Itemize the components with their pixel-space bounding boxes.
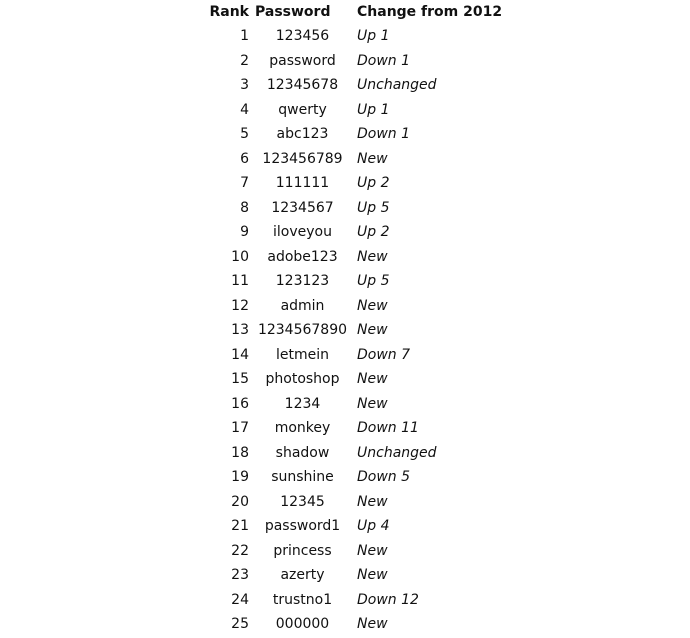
table-row: [200, 147, 530, 172]
table-row: [200, 269, 530, 294]
password-cell: 123123: [275, 273, 330, 290]
change-cell: Up 1: [357, 28, 390, 45]
password-cell: shadow: [275, 444, 330, 461]
rank-cell: 14: [231, 346, 249, 363]
password-cell: 12345678: [266, 77, 339, 94]
rank-cell: 8: [240, 199, 249, 216]
header-change: Change from 2012: [357, 4, 503, 20]
table-row: [200, 465, 530, 490]
rank-cell: 3: [240, 77, 249, 94]
password-cell: 123456789: [262, 150, 343, 167]
rank-cell: 25: [231, 616, 249, 633]
table-row: [200, 73, 530, 98]
change-cell: New: [357, 567, 388, 584]
change-cell: New: [357, 248, 388, 265]
change-cell: New: [357, 616, 388, 633]
change-cell: Down 7: [357, 346, 411, 363]
password-cell: 000000: [275, 616, 330, 633]
table-row: [200, 171, 530, 196]
password-cell: 111111: [275, 175, 330, 192]
password-cell: qwerty: [278, 101, 327, 118]
password-cell: password1: [264, 518, 341, 535]
table-row: [200, 392, 530, 417]
password-ranking-table-container: [200, 0, 530, 637]
change-cell: Down 5: [357, 469, 411, 486]
header-password: Password: [255, 4, 331, 20]
rank-cell: 1: [240, 28, 249, 45]
password-cell: admin: [280, 297, 325, 314]
change-cell: Up 2: [357, 175, 390, 192]
table-row: [200, 539, 530, 564]
table-row: [200, 122, 530, 147]
rank-cell: 23: [231, 567, 249, 584]
change-cell: New: [357, 297, 388, 314]
password-cell: princess: [273, 542, 332, 559]
change-cell: Down 1: [357, 52, 411, 69]
password-cell: 12345: [280, 493, 325, 510]
password-cell: 1234567: [271, 199, 334, 216]
table-row: [200, 514, 530, 539]
table-row: [200, 490, 530, 515]
change-cell: Up 2: [357, 224, 390, 241]
change-cell: New: [357, 150, 388, 167]
rank-cell: 18: [231, 444, 249, 461]
table-row: [200, 49, 530, 74]
password-cell: adobe123: [267, 248, 338, 265]
password-cell: monkey: [274, 420, 331, 437]
rank-cell: 9: [240, 224, 249, 241]
table-row: [200, 24, 530, 49]
header-row: [200, 0, 530, 24]
rank-cell: 2: [240, 52, 249, 69]
password-cell: password: [269, 52, 336, 69]
table-row: [200, 294, 530, 319]
change-cell: Up 4: [357, 518, 390, 535]
table-row: [200, 612, 530, 637]
table-header: [200, 0, 530, 24]
table-row: [200, 367, 530, 392]
table-row: [200, 588, 530, 613]
change-cell: Up 5: [357, 273, 390, 290]
password-cell: azerty: [280, 567, 325, 584]
rank-cell: 13: [231, 322, 249, 339]
rank-cell: 5: [240, 126, 249, 143]
table-row: [200, 343, 530, 368]
header-rank: Rank: [209, 4, 249, 20]
change-cell: New: [357, 322, 388, 339]
rank-cell: 21: [231, 518, 249, 535]
table-row: [200, 245, 530, 270]
password-cell: 1234567890: [257, 322, 348, 339]
rank-cell: 24: [231, 591, 249, 608]
table-body: [200, 24, 530, 637]
rank-cell: 12: [231, 297, 249, 314]
rank-cell: 19: [231, 469, 249, 486]
table-row: [200, 563, 530, 588]
change-cell: Down 12: [357, 591, 419, 608]
password-cell: 1234: [284, 395, 321, 412]
table-row: [200, 441, 530, 466]
change-cell: Unchanged: [357, 444, 437, 461]
password-cell: abc123: [276, 126, 329, 143]
rank-cell: 15: [231, 371, 249, 388]
change-cell: Up 5: [357, 199, 390, 216]
table-row: [200, 318, 530, 343]
change-cell: Unchanged: [357, 77, 437, 94]
password-cell: letmein: [275, 346, 329, 363]
password-cell: iloveyou: [273, 224, 332, 241]
change-cell: Down 1: [357, 126, 411, 143]
rank-cell: 10: [231, 248, 249, 265]
table-row: [200, 98, 530, 123]
rank-cell: 16: [231, 395, 249, 412]
rank-cell: 7: [240, 175, 249, 192]
password-cell: sunshine: [271, 469, 334, 486]
password-cell: 123456: [275, 28, 330, 45]
rank-cell: 4: [240, 101, 249, 118]
rank-cell: 22: [231, 542, 249, 559]
change-cell: New: [357, 395, 388, 412]
change-cell: New: [357, 542, 388, 559]
rank-cell: 11: [231, 273, 249, 290]
rank-cell: 17: [231, 420, 249, 437]
change-cell: New: [357, 493, 388, 510]
table-row: [200, 196, 530, 221]
password-cell: trustno1: [272, 591, 333, 608]
table-row: [200, 416, 530, 441]
change-cell: Down 11: [357, 420, 419, 437]
password-cell: photoshop: [265, 371, 340, 388]
table-row: [200, 220, 530, 245]
rank-cell: 20: [231, 493, 249, 510]
change-cell: New: [357, 371, 388, 388]
rank-cell: 6: [240, 150, 249, 167]
change-cell: Up 1: [357, 101, 390, 118]
password-ranking-table: [200, 0, 530, 637]
